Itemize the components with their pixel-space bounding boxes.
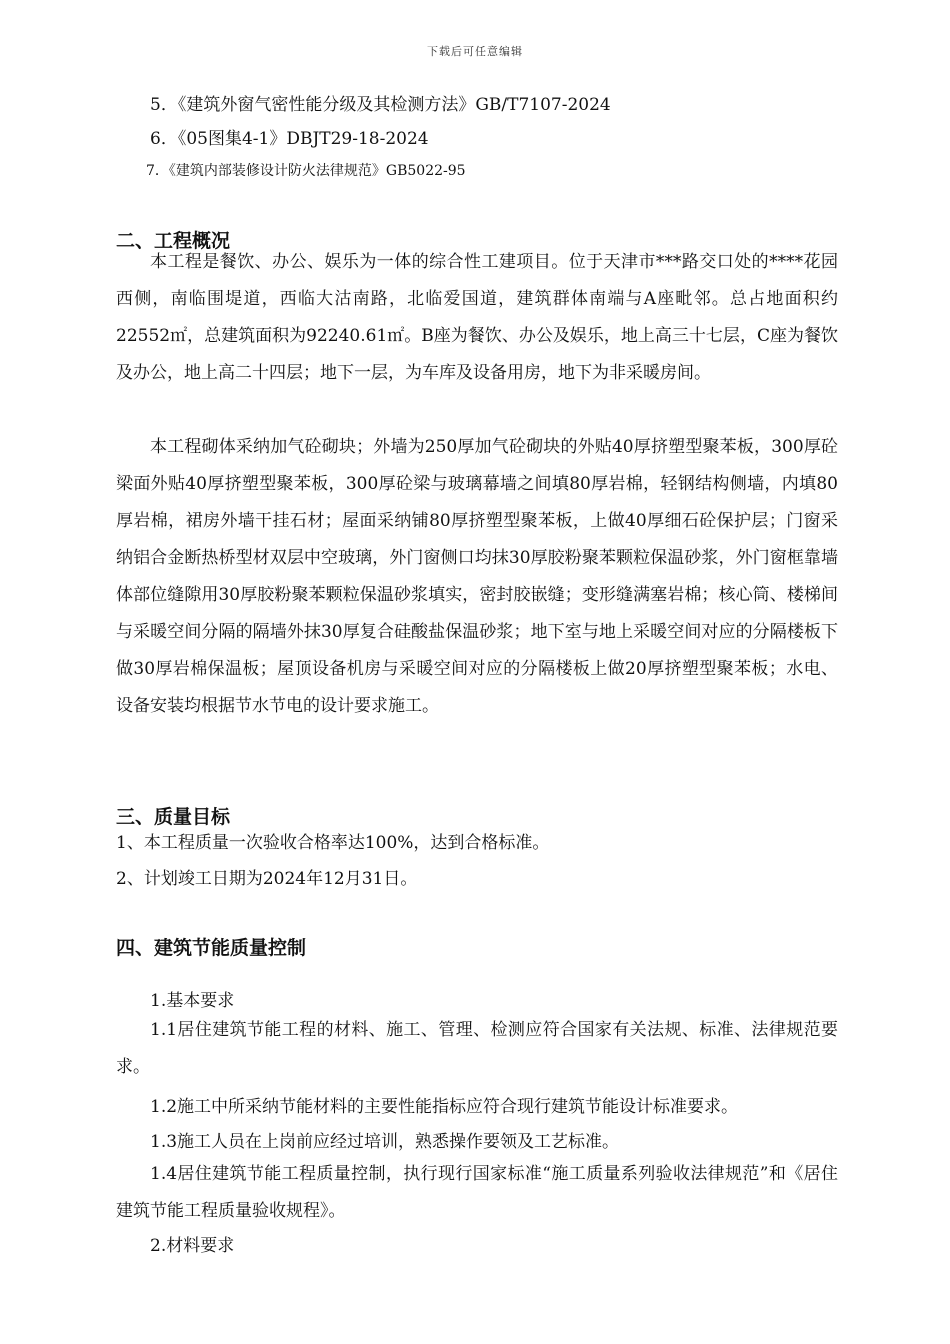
overview-paragraph-1: 本工程是餐饮、办公、娱乐为一体的综合性工建项目。位于天津市***路交口处的****花园西侧，南临围堤道，西临大沽南路，北临爱国道，建筑群体南端与A座毗邻。总占地面积约22552㎡，总建筑面积为92240.61㎡。B座为餐饮、办公及娱乐，地上高三十七层，C座为餐饮及办公，地上高二十四层；地下一层，为车库及设备用房，地下为非采暖房间。 [116, 252, 838, 383]
requirement-1-4: 1.4居住建筑节能工程质量控制，执行现行国家标准“施工质量系列验收法律规范”和《居住建筑节能工程质量验收规程》。 [116, 1164, 838, 1221]
subsection-basic-requirements: 1.基本要求 [150, 991, 235, 1011]
quality-goal-item-1: 1、本工程质量一次验收合格率达100%，达到合格标准。 [116, 833, 550, 853]
subsection-material-requirements: 2.材料要求 [150, 1236, 235, 1256]
section-title-energy-control: 四、建筑节能质量控制 [116, 937, 307, 959]
reference-item-5: 5．《建筑外窗气密性能分级及其检测方法》GB/T7107-2024 [150, 95, 611, 115]
requirement-1-3: 1.3施工人员在上岗前应经过培训，熟悉操作要领及工艺标准。 [150, 1132, 620, 1152]
overview-paragraph-2: 本工程砌体采纳加气砼砌块；外墙为250厚加气砼砌块的外贴40厚挤塑型聚苯板，300厚砼梁面外贴40厚挤塑型聚苯板，300厚砼梁与玻璃幕墙之间填80厚岩棉，轻钢结构侧墙，内填80厚岩棉，裙房外墙干挂石材；屋面采纳铺80厚挤塑型聚苯板，上做40厚细石砼保护层；门窗采纳铝合金断热桥型材双层中空玻璃，外门窗侧口均抹30厚胶粉聚苯颗粒保温砂浆，外门窗框靠墙体部位缝隙用30厚胶粉聚苯颗粒保温砂浆填实，密封胶嵌缝；变形缝满塞岩棉；核心筒、楼梯间与采暖空间分隔的隔墙外抹30厚复合硅酸盐保温砂浆；地下室与地上采暖空间对应的分隔楼板下做30厚岩棉保温板；屋顶设备机房与采暖空间对应的分隔楼板上做20厚挤塑型聚苯板；水电、设备安装均根据节水节电的设计要求施工。 [116, 437, 838, 716]
reference-item-6: 6．《05图集4-1》DBJT29-18-2024 [150, 129, 429, 149]
section-title-quality-goal: 三、质量目标 [116, 806, 231, 828]
quality-goal-item-2: 2、计划竣工日期为2024年12月31日。 [116, 869, 418, 889]
section-title-overview: 二、工程概况 [116, 230, 231, 252]
requirement-1-1: 1.1居住建筑节能工程的材料、施工、管理、检测应符合国家有关法规、标准、法律规范要求。 [116, 1020, 838, 1077]
page-header: 下载后可任意编辑 [427, 45, 523, 58]
reference-item-7: 7．《建筑内部装修设计防火法律规范》GB5022-95 [146, 163, 466, 179]
requirement-1-2: 1.2施工中所采纳节能材料的主要性能指标应符合现行建筑节能设计标准要求。 [150, 1097, 739, 1117]
